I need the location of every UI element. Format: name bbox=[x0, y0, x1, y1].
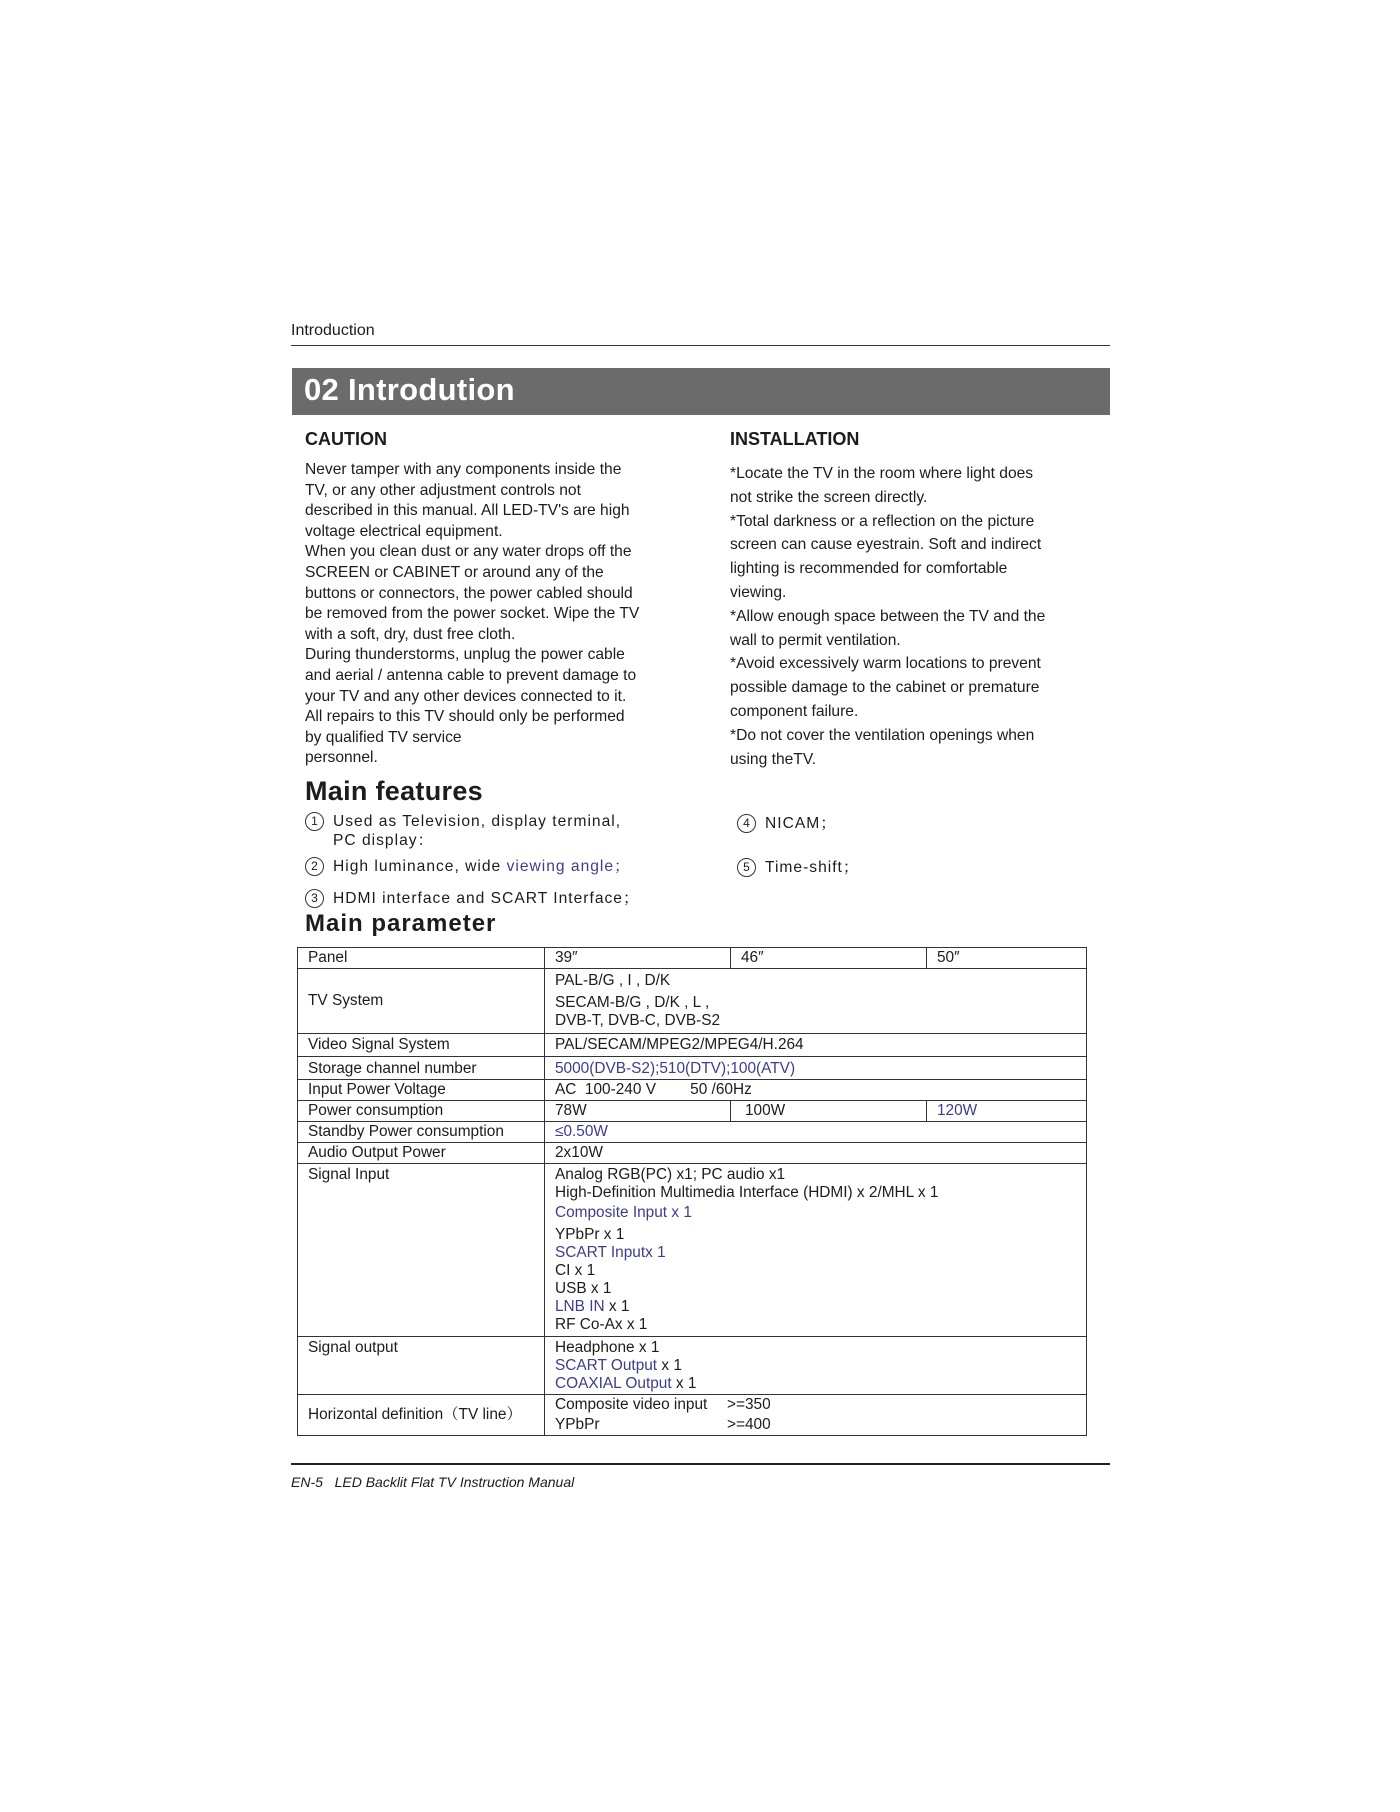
feature-text: Time-shift； bbox=[765, 859, 860, 876]
cell-value: 120W bbox=[927, 1101, 1087, 1122]
caution-line: your TV and any other devices connected to it. bbox=[305, 687, 627, 705]
value-highlight: COAXIAL Output bbox=[555, 1375, 672, 1392]
table-row bbox=[298, 969, 1087, 1034]
caution-heading: CAUTION bbox=[305, 429, 387, 449]
feature-item bbox=[305, 889, 640, 908]
value-line bbox=[555, 1357, 1076, 1375]
table-row bbox=[298, 1101, 1087, 1122]
feature-line: PC display： bbox=[333, 832, 435, 849]
value-line: PAL-B/G , I , D/K bbox=[555, 972, 671, 989]
caution-line: described in this manual. All LED-TV's are high bbox=[305, 502, 630, 520]
row-label: Input Power Voltage bbox=[298, 1080, 545, 1101]
row-label: Panel bbox=[298, 948, 545, 969]
feature-item bbox=[305, 857, 631, 876]
caution-line: All repairs to this TV should only be performed bbox=[305, 708, 625, 726]
value-line: Analog RGB(PC) x1; PC audio x1 bbox=[555, 1166, 786, 1183]
caution-line: Never tamper with any components inside the bbox=[305, 461, 622, 478]
value-line: USB x 1 bbox=[555, 1280, 612, 1297]
installation-line: possible damage to the cabinet or premature bbox=[730, 679, 1040, 697]
footer-rule bbox=[291, 1463, 1110, 1465]
cell-value: 46″ bbox=[731, 948, 927, 969]
installation-line: component failure. bbox=[730, 702, 859, 720]
value-highlight: SCART Output bbox=[555, 1357, 658, 1374]
section-banner bbox=[292, 368, 1110, 415]
cell-value: 100W bbox=[731, 1101, 927, 1122]
caution-line: During thunderstorms, unplug the power cable bbox=[305, 646, 625, 664]
value-line: YPbPr x 1 bbox=[555, 1226, 625, 1243]
value-line bbox=[555, 1396, 1076, 1414]
features-heading: Main features bbox=[305, 776, 483, 806]
installation-line: *Total darkness or a reflection on the picture bbox=[730, 512, 1035, 530]
circled-number: 3 bbox=[305, 889, 324, 908]
feature-item bbox=[305, 812, 621, 850]
running-header: Introduction bbox=[291, 322, 375, 339]
row-label: Signal output bbox=[298, 1337, 545, 1395]
table-row bbox=[298, 1164, 1087, 1337]
feature-line: High luminance, wide bbox=[333, 858, 507, 875]
installation-text bbox=[730, 462, 1100, 771]
circled-number: 1 bbox=[305, 812, 324, 831]
value-line: SCART Inputx 1 bbox=[555, 1244, 666, 1261]
installation-line: using theTV. bbox=[730, 750, 817, 768]
caution-line: buttons or connectors, the power cabled should bbox=[305, 584, 633, 602]
row-label: Power consumption bbox=[298, 1101, 545, 1122]
table-row bbox=[298, 1337, 1087, 1395]
table-row bbox=[298, 948, 1087, 969]
cell-value: ≤0.50W bbox=[545, 1122, 1087, 1143]
value-highlight: LNB IN bbox=[555, 1298, 605, 1315]
table-row bbox=[298, 1143, 1087, 1164]
value-line bbox=[555, 1298, 1076, 1316]
caution-line: personnel. bbox=[305, 749, 378, 767]
feature-text bbox=[333, 812, 621, 850]
cell-value: 39″ bbox=[545, 948, 731, 969]
row-label: Signal Input bbox=[298, 1164, 545, 1337]
row-label: Standby Power consumption bbox=[298, 1122, 545, 1143]
caution-line: TV, or any other adjustment controls not bbox=[305, 481, 581, 499]
value-suffix: x 1 bbox=[671, 1375, 697, 1392]
row-label: TV System bbox=[298, 969, 545, 1034]
value-suffix: x 1 bbox=[604, 1298, 630, 1315]
table-row bbox=[298, 1080, 1087, 1101]
parameter-heading: Main parameter bbox=[305, 910, 497, 937]
cell-value: PAL/SECAM/MPEG2/MPEG4/H.264 bbox=[545, 1034, 1087, 1057]
table-row bbox=[298, 1395, 1087, 1436]
cell-value: AC 100-240 V 50 /60Hz bbox=[545, 1080, 1087, 1101]
caution-line: and aerial / antenna cable to prevent damage to bbox=[305, 666, 637, 684]
cell-value bbox=[545, 1337, 1087, 1395]
installation-line: *Locate the TV in the room where light does bbox=[730, 465, 1034, 482]
installation-line: lighting is recommended for comfortable bbox=[730, 560, 1008, 578]
caution-line: voltage electrical equipment. bbox=[305, 522, 503, 540]
parameter-table bbox=[297, 947, 1087, 1436]
value-number: >=350 bbox=[727, 1396, 771, 1413]
value-name: YPbPr bbox=[555, 1416, 600, 1433]
page-footer: EN-5 LED Backlit Flat TV Instruction Manual bbox=[291, 1474, 575, 1490]
table-row bbox=[298, 1122, 1087, 1143]
installation-line: *Do not cover the ventilation openings when bbox=[730, 726, 1035, 744]
cell-value bbox=[545, 1164, 1087, 1337]
section-title: 02 Introdution bbox=[304, 372, 515, 407]
caution-text bbox=[305, 460, 665, 769]
value-line: High-Definition Multimedia Interface (HDMI) x 2/MHL x 1 bbox=[555, 1184, 939, 1201]
feature-text: HDMI interface and SCART Interface； bbox=[333, 890, 640, 907]
caution-line: When you clean dust or any water drops off the bbox=[305, 543, 632, 561]
installation-line: not strike the screen directly. bbox=[730, 488, 928, 506]
value-line bbox=[555, 1375, 1076, 1393]
caution-line: with a soft, dry, dust free cloth. bbox=[305, 625, 516, 643]
installation-line: screen can cause eyestrain. Soft and indirect bbox=[730, 536, 1042, 554]
value-line: Headphone x 1 bbox=[555, 1339, 660, 1356]
row-label: Audio Output Power bbox=[298, 1143, 545, 1164]
cell-value: 78W bbox=[545, 1101, 731, 1122]
circled-number: 4 bbox=[737, 814, 756, 833]
value-line: Composite Input x 1 bbox=[555, 1204, 692, 1221]
value-line: CI x 1 bbox=[555, 1262, 596, 1279]
feature-item bbox=[737, 814, 837, 833]
value-suffix: x 1 bbox=[657, 1357, 682, 1374]
installation-heading: INSTALLATION bbox=[730, 429, 860, 449]
feature-text: NICAM； bbox=[765, 815, 837, 832]
cell-value: 5000(DVB-S2);510(DTV);100(ATV) bbox=[545, 1057, 1087, 1080]
header-rule bbox=[291, 345, 1110, 346]
table-row bbox=[298, 1057, 1087, 1080]
feature-item bbox=[737, 858, 859, 877]
row-label: Horizontal definition（TV line） bbox=[298, 1395, 545, 1436]
circled-number: 5 bbox=[737, 858, 756, 877]
value-name: Composite video input bbox=[555, 1396, 708, 1413]
table-row bbox=[298, 1034, 1087, 1057]
cell-value: 2x10W bbox=[545, 1143, 1087, 1164]
value-number: >=400 bbox=[727, 1416, 771, 1433]
value-line: RF Co-Ax x 1 bbox=[555, 1316, 648, 1333]
value-line: DVB-T, DVB-C, DVB-S2 bbox=[555, 1012, 721, 1029]
circled-number: 2 bbox=[305, 857, 324, 876]
feature-line: Used as Television, display terminal, bbox=[333, 813, 622, 830]
row-label: Video Signal System bbox=[298, 1034, 545, 1057]
value-line bbox=[555, 1416, 1076, 1434]
cell-value: 50″ bbox=[927, 948, 1087, 969]
installation-line: viewing. bbox=[730, 583, 787, 601]
caution-line: by qualified TV service bbox=[305, 728, 462, 746]
cell-value bbox=[545, 969, 1087, 1034]
installation-line: *Allow enough space between the TV and the bbox=[730, 607, 1046, 625]
installation-line: *Avoid excessively warm locations to prevent bbox=[730, 655, 1041, 673]
caution-line: be removed from the power socket. Wipe the TV bbox=[305, 605, 640, 623]
cell-value bbox=[545, 1395, 1087, 1436]
feature-text bbox=[333, 857, 631, 876]
row-label: Storage channel number bbox=[298, 1057, 545, 1080]
installation-line: wall to permit ventilation. bbox=[730, 631, 901, 649]
feature-highlight: viewing angle； bbox=[506, 858, 631, 875]
value-line: SECAM-B/G , D/K , L , bbox=[555, 994, 710, 1011]
caution-line: SCREEN or CABINET or around any of the bbox=[305, 563, 604, 581]
